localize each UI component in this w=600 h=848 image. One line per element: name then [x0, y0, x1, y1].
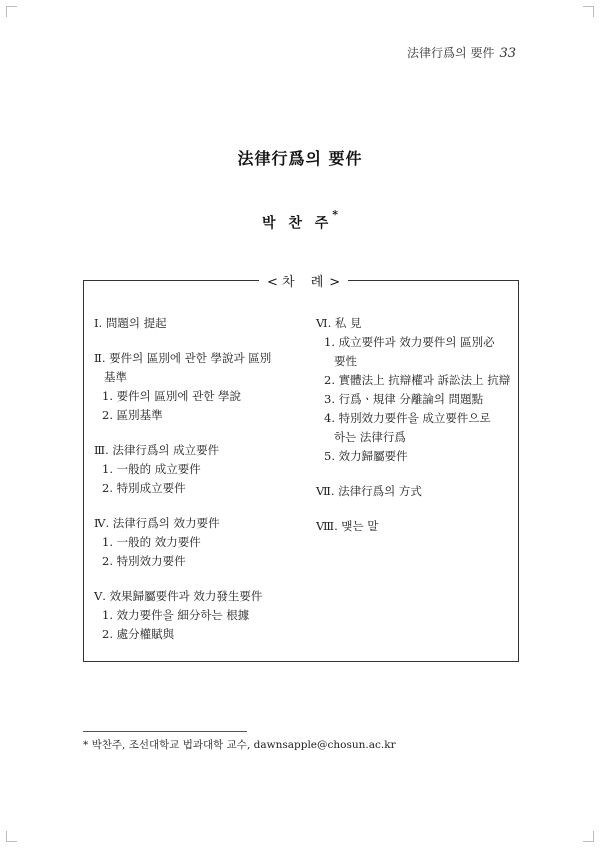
- toc-label-right-bracket: >: [329, 275, 341, 290]
- page-number: 33: [499, 46, 516, 61]
- toc-subsection: 5. 效力歸屬要件: [324, 449, 408, 463]
- toc-label-left-bracket: <: [267, 275, 278, 290]
- paper-title: 法律行爲의 要件: [237, 149, 363, 168]
- toc-left-column: [94, 314, 304, 644]
- toc-subsection: 3. 行爲ㆍ規律 分離論의 問題點: [324, 392, 484, 406]
- footnote-divider: [83, 731, 247, 732]
- toc-label: [259, 271, 348, 290]
- toc-section: Ⅳ. 法律行爲의 效力要件: [94, 516, 220, 530]
- crop-mark-bottom-left: [6, 831, 17, 842]
- author-line: [0, 208, 600, 233]
- toc-subsection: 1. 一般的 效力要件: [102, 535, 201, 549]
- running-head-title: 法律行爲의 要件: [407, 46, 495, 60]
- toc-section: Ⅷ. 맺는 말: [316, 519, 379, 533]
- author-name: 박 찬 주: [261, 215, 333, 232]
- author-footnote: * 박찬주, 조선대학교 법과대학 교수, dawnsapple@chosun.ac.kr: [83, 739, 396, 751]
- toc-section: Ⅵ. 私 見: [316, 316, 362, 330]
- author-footnote-mark: *: [332, 208, 339, 221]
- toc-subsection-continued: 하는 法律行爲: [334, 430, 406, 444]
- toc-subsection: 1. 一般的 成立要件: [102, 462, 201, 476]
- toc-subsection: 2. 區別基準: [102, 408, 163, 422]
- toc-subsection: 1. 效力要件을 細分하는 根據: [102, 608, 250, 622]
- crop-mark-bottom-right: [583, 831, 594, 842]
- toc-section: Ⅰ. 問題의 提起: [94, 316, 167, 330]
- toc-subsection: 2. 實體法上 抗辯權과 訴訟法上 抗辯: [324, 373, 511, 387]
- toc-section: Ⅲ. 法律行爲의 成立要件: [94, 443, 220, 457]
- crop-mark-top-left: [6, 6, 17, 17]
- toc-subsection-continued: 要性: [334, 354, 357, 368]
- running-head: [407, 44, 516, 61]
- toc-subsection: 4. 特別效力要件을 成立要件으로: [324, 411, 491, 425]
- toc-section: Ⅱ. 要件의 區別에 관한 學說과 區別: [94, 351, 272, 365]
- toc-subsection: 2. 特別成立要件: [102, 481, 186, 495]
- crop-mark-top-right: [583, 6, 594, 17]
- toc-label-text: 차 례: [282, 275, 330, 290]
- toc-subsection: 2. 處分權賦與: [102, 627, 175, 641]
- toc-subsection: 2. 特別效力要件: [102, 554, 186, 568]
- toc-right-column: [316, 314, 516, 536]
- toc-section: Ⅶ. 法律行爲의 方式: [316, 484, 422, 498]
- toc-section: Ⅴ. 效果歸屬要件과 效力發生要件: [94, 589, 263, 603]
- toc-subsection: 1. 成立要件과 效力要件의 區別必: [324, 335, 495, 349]
- toc-subsection: 1. 要件의 區別에 관한 學說: [102, 389, 242, 403]
- toc-section-continued: 基準: [104, 370, 127, 384]
